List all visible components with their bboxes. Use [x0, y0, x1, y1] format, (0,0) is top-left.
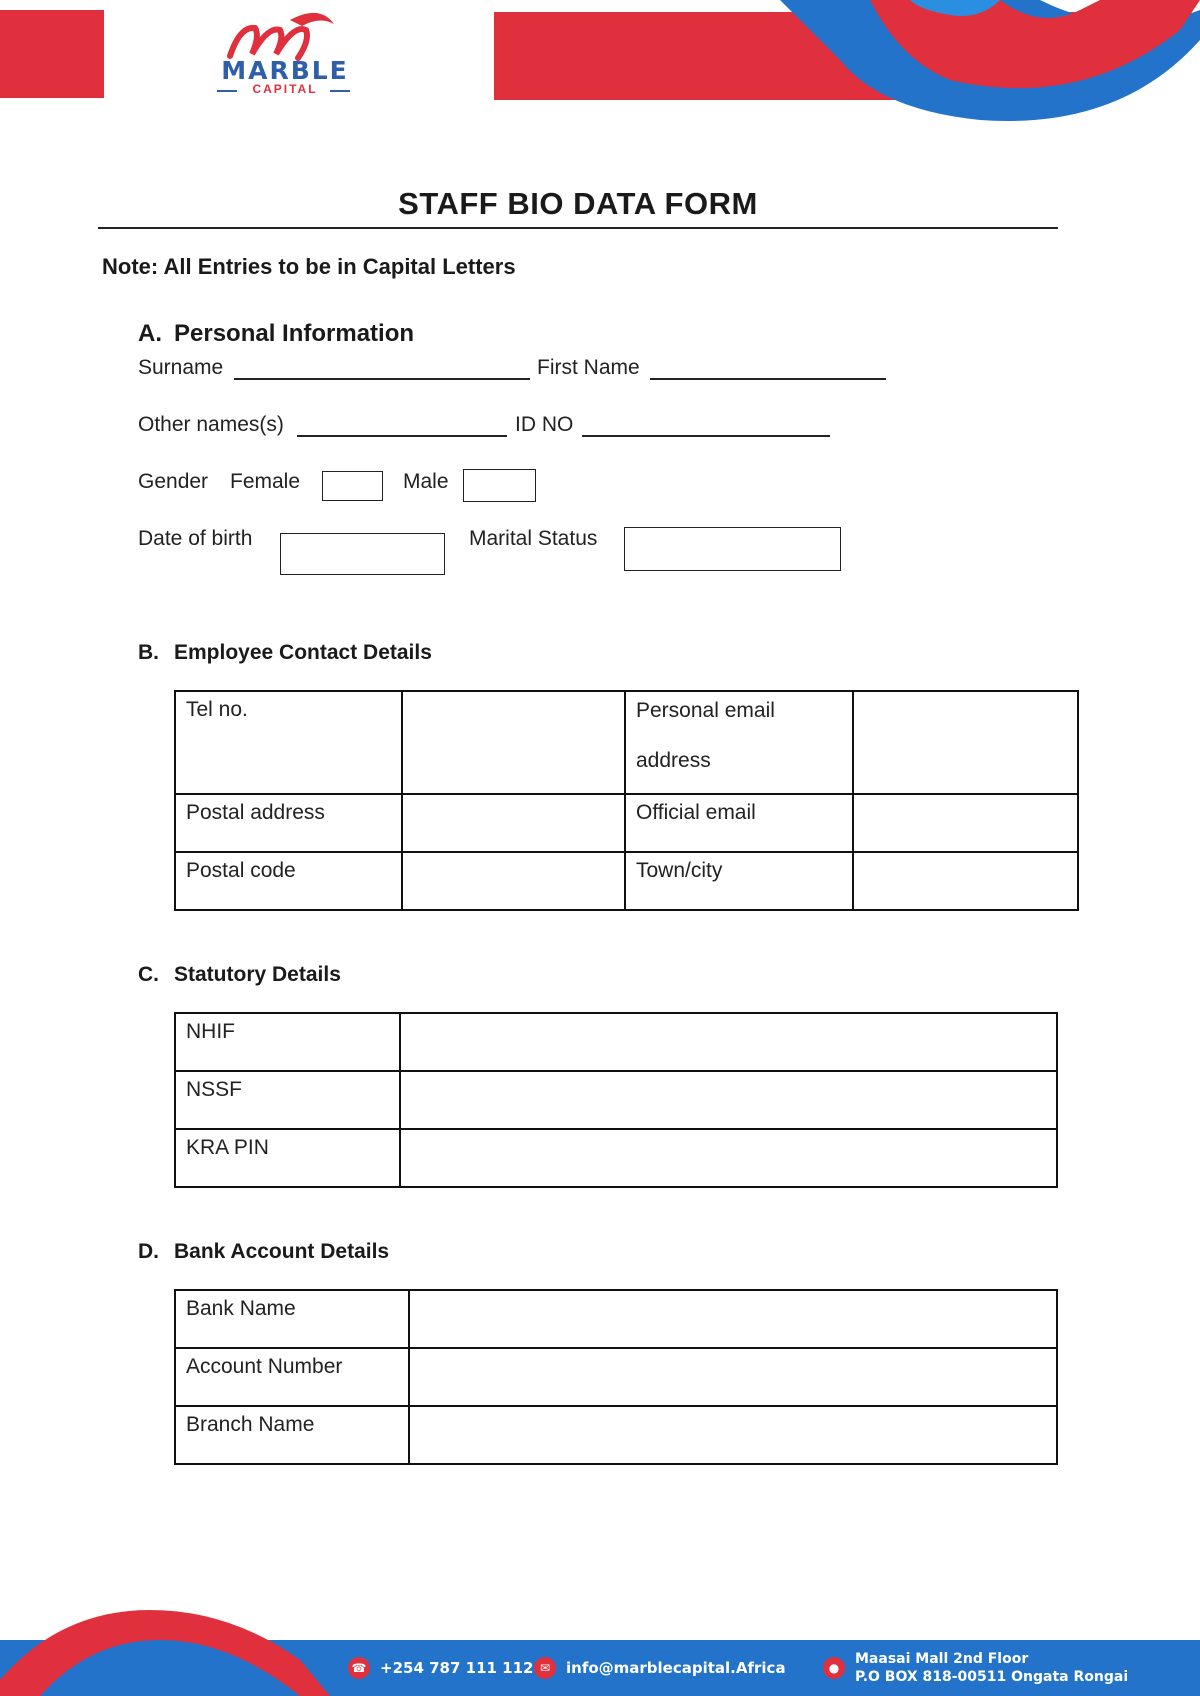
account-number-label: Account Number — [175, 1348, 409, 1406]
table-row — [175, 794, 1078, 852]
bank-details-table — [174, 1289, 1058, 1465]
nssf-label: NSSF — [175, 1071, 400, 1129]
first-name-field[interactable] — [650, 378, 886, 380]
postal-code-input[interactable] — [402, 852, 625, 910]
other-names-field[interactable] — [297, 435, 507, 437]
official-email-input[interactable] — [853, 794, 1078, 852]
official-email-label: Official email — [625, 794, 853, 852]
table-row — [175, 1348, 1057, 1406]
surname-field[interactable] — [234, 378, 530, 380]
dob-field[interactable] — [280, 533, 445, 575]
table-row — [175, 691, 1078, 794]
footer-email-text[interactable]: info@marblecapital.Africa — [566, 1659, 786, 1677]
contact-details-table — [174, 690, 1079, 911]
female-label: Female — [230, 470, 301, 493]
form-title: STAFF BIO DATA FORM — [398, 186, 758, 221]
section-d-heading — [138, 1240, 389, 1264]
form-note: Note: All Entries to be in Capital Letters — [102, 254, 516, 279]
table-row — [175, 1290, 1057, 1348]
dob-label: Date of birth — [138, 527, 253, 550]
surname-label: Surname — [138, 356, 224, 379]
gender-label: Gender — [138, 470, 209, 493]
town-city-label: Town/city — [625, 852, 853, 910]
footer-phone-text: +254 787 111 112 — [380, 1659, 534, 1677]
logo-wordmark: MARBLE — [221, 56, 349, 85]
male-label: Male — [403, 470, 449, 493]
postal-address-label: Postal address — [175, 794, 402, 852]
section-d-title: Bank Account Details — [174, 1240, 390, 1263]
male-checkbox[interactable] — [463, 469, 536, 502]
mail-icon: ✉ — [534, 1657, 556, 1679]
section-b-heading — [138, 641, 432, 665]
marital-status-label: Marital Status — [469, 527, 598, 550]
header-right-decoration — [480, 0, 1200, 150]
kra-pin-input[interactable] — [400, 1129, 1057, 1187]
statutory-details-table — [174, 1012, 1058, 1188]
section-b-title: Employee Contact Details — [174, 641, 432, 664]
other-names-label: Other names(s) — [138, 413, 284, 436]
kra-pin-label: KRA PIN — [175, 1129, 400, 1187]
tel-no-input[interactable] — [402, 691, 625, 794]
town-city-input[interactable] — [853, 852, 1078, 910]
header-left-red-block — [0, 10, 104, 98]
bank-name-label: Bank Name — [175, 1290, 409, 1348]
section-a-heading — [138, 320, 414, 348]
id-no-label: ID NO — [515, 413, 574, 436]
table-row — [175, 852, 1078, 910]
nhif-input[interactable] — [400, 1013, 1057, 1071]
phone-icon: ☎ — [348, 1657, 370, 1679]
table-row — [175, 1129, 1057, 1187]
postal-code-label: Postal code — [175, 852, 402, 910]
section-a-title: Personal Information — [174, 320, 415, 347]
tel-no-label: Tel no. — [175, 691, 402, 794]
footer-phone — [348, 1648, 533, 1688]
postal-address-input[interactable] — [402, 794, 625, 852]
personal-email-label — [625, 691, 853, 794]
title-rule — [98, 227, 1058, 229]
bank-name-input[interactable] — [409, 1290, 1057, 1348]
footer-email — [534, 1648, 786, 1688]
section-a-letter: A. — [138, 320, 162, 347]
table-row — [175, 1071, 1057, 1129]
section-c-title: Statutory Details — [174, 963, 341, 986]
logo-subtitle: CAPITAL — [252, 82, 318, 96]
footer-address — [823, 1648, 1128, 1688]
personal-email-input[interactable] — [853, 691, 1078, 794]
nssf-input[interactable] — [400, 1071, 1057, 1129]
logo-divider-right — [330, 90, 350, 92]
branch-name-input[interactable] — [409, 1406, 1057, 1464]
footer-address-text — [855, 1650, 1128, 1686]
id-no-field[interactable] — [582, 435, 830, 437]
section-b-letter: B. — [138, 641, 159, 664]
footer-address-line2: P.O BOX 818-00511 Ongata Rongai — [855, 1669, 1129, 1685]
first-name-label: First Name — [537, 356, 640, 379]
location-pin-icon: ● — [823, 1657, 845, 1679]
table-row — [175, 1013, 1057, 1071]
account-number-input[interactable] — [409, 1348, 1057, 1406]
personal-email-label-line2: address — [636, 749, 711, 772]
section-c-letter: C. — [138, 963, 159, 986]
nhif-label: NHIF — [175, 1013, 400, 1071]
marital-status-field[interactable] — [624, 527, 841, 571]
section-c-heading — [138, 963, 341, 987]
footer-address-line1: Maasai Mall 2nd Floor — [855, 1651, 1029, 1667]
personal-email-label-line1: Personal email — [636, 699, 775, 722]
female-checkbox[interactable] — [322, 471, 383, 501]
branch-name-label: Branch Name — [175, 1406, 409, 1464]
table-row — [175, 1406, 1057, 1464]
section-d-letter: D. — [138, 1240, 159, 1263]
